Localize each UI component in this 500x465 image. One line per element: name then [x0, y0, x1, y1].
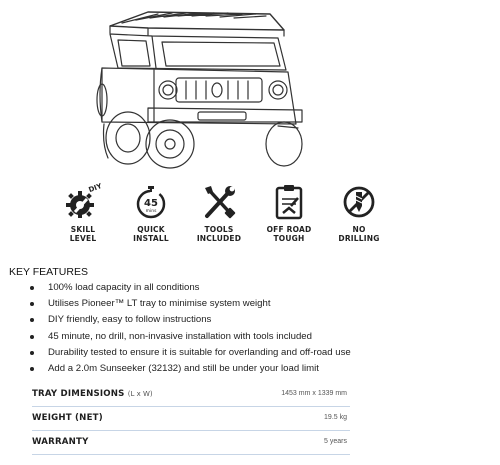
skill-gear-icon	[63, 182, 103, 222]
no-drill-icon	[339, 182, 379, 222]
list-item: Durability tested to ensure it is suitable for overlanding and off-road use	[28, 345, 351, 361]
spec-value: 1453 mm x 1339 mm	[281, 390, 347, 397]
feature-no-drilling	[326, 182, 392, 243]
list-item: Utilises Pioneer™ LT tray to minimise system weight	[28, 296, 351, 312]
feature-off-road-tough	[256, 182, 322, 243]
spec-row-weight	[32, 406, 350, 431]
spec-value: 5 years	[324, 438, 347, 445]
list-item: 45 minute, no drill, non-invasive installation with tools included	[28, 329, 351, 345]
feature-quick-install	[118, 182, 184, 243]
spec-row-tray-dimensions	[32, 382, 350, 407]
feature-skill-level	[50, 182, 116, 243]
diy-badge: DIY	[87, 182, 103, 195]
spec-label: TRAY DIMENSIONS (L x W)	[32, 389, 153, 399]
spec-unit: (L x W)	[127, 390, 153, 398]
list-item: 100% load capacity in all conditions	[28, 280, 351, 296]
vehicle-illustration	[88, 4, 308, 172]
minutes-value: 45	[144, 198, 158, 209]
list-item: Add a 2.0m Sunseeker (32132) and still be under your load limit	[28, 361, 351, 377]
clipboard-icon	[269, 182, 309, 222]
tools-icon	[199, 182, 239, 222]
spec-row-warranty	[32, 430, 350, 455]
feature-label: OFF ROAD TOUGH	[266, 225, 312, 243]
feature-label: TOOLS INCLUDED	[196, 225, 242, 243]
feature-icons-row	[50, 182, 380, 252]
feature-label: SKILL LEVEL	[69, 225, 97, 243]
spec-label: WEIGHT (NET)	[32, 413, 103, 423]
spec-label: WARRANTY	[32, 437, 89, 447]
list-item: DIY friendly, easy to follow instructions	[28, 312, 351, 328]
feature-tools-included	[186, 182, 252, 243]
key-features-list	[28, 280, 351, 377]
key-features-title: KEY FEATURES	[9, 266, 88, 278]
minutes-unit: mins	[145, 209, 157, 214]
spec-value: 19.5 kg	[324, 414, 347, 421]
stopwatch-icon	[131, 182, 171, 222]
feature-label: QUICK INSTALL	[133, 225, 169, 243]
feature-label: NO DRILLING	[338, 225, 380, 243]
